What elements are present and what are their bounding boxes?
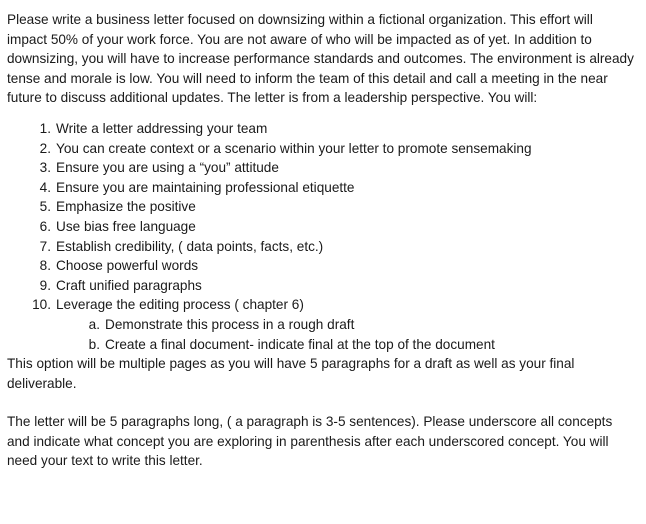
editing-sublist bbox=[7, 315, 641, 354]
list-text: Ensure you are using a “you” attitude bbox=[56, 160, 279, 176]
list-number: 8. bbox=[39, 258, 51, 274]
list-text: You can create context or a scenario within your letter to promote sensemaking bbox=[56, 140, 532, 156]
sublist-letter: b. bbox=[88, 336, 100, 352]
list-number: 10. bbox=[32, 297, 51, 313]
list-number: 1. bbox=[39, 120, 51, 136]
list-number: 3. bbox=[39, 160, 51, 176]
sublist-text: Create a final document- indicate final at the top of the document bbox=[105, 336, 495, 352]
list-item bbox=[7, 119, 641, 139]
list-number: 2. bbox=[39, 140, 51, 156]
list-text: Emphasize the positive bbox=[56, 199, 196, 215]
sublist-text: Demonstrate this process in a rough draft bbox=[105, 316, 355, 332]
list-item bbox=[7, 276, 641, 296]
intro-paragraph: Please write a business letter focused on downsizing within a fictional organization. This effort will impact 50% of your work force. You are not aware of who will be impacted as of yet. In addition to downsizing, you will have to increase performance standards and outcomes. The environment is already tense and morale is low. You will need to inform the team of this detail and call a meeting in the near future to discuss additional updates. The letter is from a leadership perspective. You will: bbox=[7, 12, 634, 106]
instruction-list bbox=[7, 119, 641, 315]
list-number: 6. bbox=[39, 218, 51, 234]
list-text: Leverage the editing process ( chapter 6) bbox=[56, 297, 304, 313]
closing-paragraph: The letter will be 5 paragraphs long, ( a paragraph is 3-5 sentences). Please underscore all concepts and indicate what concept you are exploring in parenthesis after each underscored concept. You will need your text to write this letter. bbox=[7, 414, 613, 469]
list-item bbox=[7, 197, 641, 217]
list-item bbox=[7, 295, 641, 315]
sublist-item bbox=[7, 335, 641, 355]
list-text: Establish credibility, ( data points, facts, etc.) bbox=[56, 238, 324, 254]
list-text: Craft unified paragraphs bbox=[56, 277, 202, 293]
list-item bbox=[7, 237, 641, 257]
list-text: Choose powerful words bbox=[56, 258, 199, 274]
list-item bbox=[7, 158, 641, 178]
pages-note-paragraph: This option will be multiple pages as you will have 5 paragraphs for a draft as well as your final deliverable. bbox=[7, 356, 575, 391]
list-number: 4. bbox=[39, 179, 51, 195]
sublist-letter: a. bbox=[88, 316, 100, 332]
list-text: Use bias free language bbox=[56, 218, 196, 234]
sublist-item bbox=[7, 315, 641, 335]
list-item bbox=[7, 256, 641, 276]
list-number: 9. bbox=[39, 277, 51, 293]
list-item bbox=[7, 139, 641, 159]
list-number: 5. bbox=[39, 199, 51, 215]
list-item bbox=[7, 217, 641, 237]
list-item bbox=[7, 178, 641, 198]
list-text: Write a letter addressing your team bbox=[56, 120, 268, 136]
list-number: 7. bbox=[39, 238, 51, 254]
list-text: Ensure you are maintaining professional etiquette bbox=[56, 179, 355, 195]
